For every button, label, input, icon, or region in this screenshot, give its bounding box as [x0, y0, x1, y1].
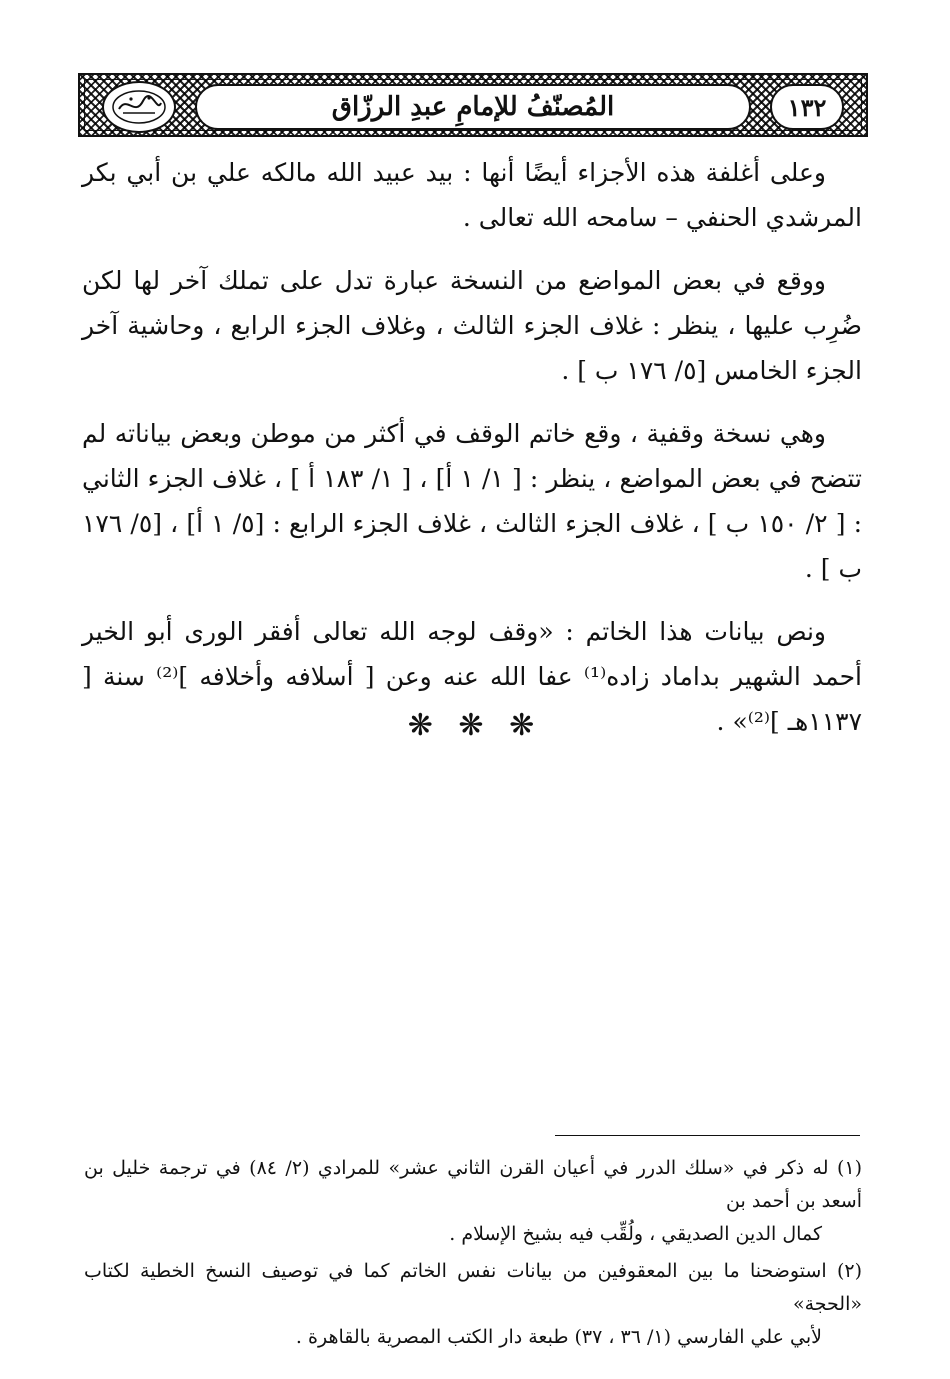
paragraph-4: ونص بيانات هذا الخاتم : «وقف لوجه الله تعالى أفقر الورى أبو الخير أحمد الشهير بداماد زاده⁽¹⁾ عفا الله عنه وعن [ أسلافه وأخلافه ]⁽²⁾ سنة [ ١١٣٧هـ ]⁽²⁾» . — [82, 617, 862, 736]
paragraph-3: وهي نسخة وقفية ، وقع خاتم الوقف في أكثر من موطن وبعض بياناته لم تتضح في بعض المواضع ، ينظر : [ ١/ ١ أ] ، [ ١/ ١٨٣ أ ] ، غلاف الجزء الثاني : [ ٢/ ١٥٠ ب ] ، غلاف الجزء الثالث ، غلاف الجزء الرابع : [٥/ ١ أ] ، [٥/ ١٧٦ ب ] . — [82, 419, 863, 583]
footnotes — [84, 1152, 862, 1358]
footnote-1 — [84, 1152, 862, 1251]
footnote-2-line-2: لأبي علي الفارسي (١/ ٣٦ ، ٣٧) طبعة دار الكتب المصرية بالقاهرة . — [295, 1326, 822, 1348]
running-header — [78, 73, 868, 137]
running-title: المُصنّفُ للإمامِ عبدِ الرزّاق — [195, 84, 751, 130]
page-number: ١٣٢ — [770, 84, 844, 130]
footnote-1-line-2: كمال الدين الصديقي ، ولُقِّب فيه بشيخ الإسلام . — [449, 1223, 822, 1245]
paragraph-2: ووقع في بعض المواضع من النسخة عبارة تدل على تملك آخر لها لكن ضُرِب عليها ، ينظر : غلاف الجزء الثالث ، وغلاف الجزء الرابع ، وحاشية آخر الجزء الخامس [٥/ ١٧٦ ب ] . — [82, 266, 862, 385]
footnote-1-line-1: (١) له ذكر في «سلك الدرر في أعيان القرن الثاني عشر» للمرادي (٢/ ٨٤) في ترجمة خليل بن أسعد بن أحمد بن — [84, 1157, 862, 1212]
footnote-2 — [84, 1255, 862, 1354]
calligraphy-seal-icon — [109, 87, 169, 127]
main-text — [82, 150, 862, 762]
footnote-2-line-1: (٢) استوضحنا ما بين المعقوفين من بيانات نفس الخاتم كما في توصيف النسخ الخطية لكتاب «الحجة» — [84, 1260, 862, 1315]
paragraph-1: وعلى أغلفة هذه الأجزاء أيضًا أنها : بيد عبيد الله مالكه علي بن أبي بكر المرشدي الحنفي – سامحه الله تعالى . — [82, 158, 862, 232]
book-logo-seal — [102, 81, 176, 133]
footnote-divider — [555, 1135, 860, 1136]
section-separator: ❋ ❋ ❋ — [407, 708, 543, 743]
